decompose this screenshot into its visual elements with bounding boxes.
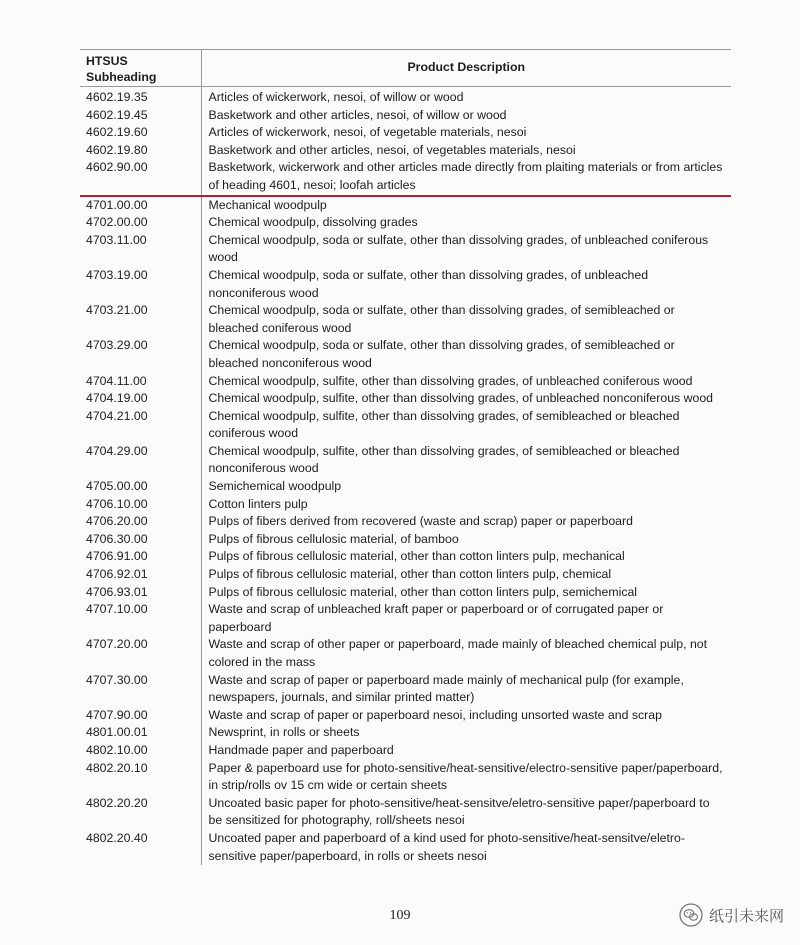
product-description: Pulps of fibrous cellulosic material, other than cotton linters pulp, mechanical	[208, 549, 625, 564]
tariff-table	[80, 49, 731, 865]
table-row	[80, 601, 731, 636]
product-description: Chemical woodpulp, soda or sulfate, other than dissolving grades, of unbleached nonconiferous wood	[208, 267, 649, 300]
table-row	[80, 548, 731, 566]
subheading-code: 4706.30.00	[80, 531, 201, 549]
subheading-code: 4802.10.00	[80, 742, 201, 760]
product-description: Pulps of fibrous cellulosic material, of bamboo	[208, 531, 459, 546]
subheading-code: 4706.20.00	[80, 513, 201, 531]
watermark-text: 纸引未来网	[708, 907, 784, 925]
product-description: Articles of wickerwork, nesoi, of vegetable materials, nesoi	[208, 125, 527, 140]
table-body	[80, 87, 731, 866]
product-description: Waste and scrap of unbleached kraft paper or paperboard or of corrugated paper or paperboard	[208, 602, 664, 634]
table-row	[80, 496, 731, 514]
code-column-header	[80, 50, 201, 87]
product-description: Waste and scrap of paper or paperboard made mainly of mechanical pulp (for example, newspapers, journals, and similar printed matter)	[208, 672, 684, 705]
product-description: Chemical woodpulp, sulfite, other than dissolving grades, of unbleached nonconiferous wood	[208, 391, 713, 406]
table-row	[80, 124, 731, 142]
subheading-code: 4703.21.00	[80, 302, 201, 337]
table-row	[80, 443, 731, 478]
product-description: Chemical woodpulp, soda or sulfate, other than dissolving grades, of semibleached or bleached nonconiferous wood	[208, 338, 675, 370]
table-row	[80, 795, 731, 830]
table-row	[80, 513, 731, 531]
subheading-code: 4802.20.20	[80, 795, 201, 830]
table-row	[80, 142, 731, 160]
subheading-code: 4602.19.45	[80, 107, 201, 125]
subheading-code: 4707.20.00	[80, 636, 201, 671]
subheading-code: 4703.29.00	[80, 337, 201, 372]
table-row	[80, 159, 731, 195]
table-row	[80, 390, 731, 408]
code-header-line-1: HTSUS	[86, 53, 128, 68]
product-description: Newsprint, in rolls or sheets	[208, 725, 360, 740]
subheading-code: 4602.90.00	[80, 159, 201, 195]
subheading-code: 4704.29.00	[80, 443, 201, 478]
product-description: Chemical woodpulp, soda or sulfate, other than dissolving grades, of semibleached or bleached coniferous wood	[208, 303, 675, 335]
product-description: Pulps of fibers derived from recovered (waste and scrap) paper or paperboard	[208, 514, 633, 529]
table-row	[80, 408, 731, 443]
subheading-code: 4703.11.00	[80, 232, 201, 267]
table-row	[80, 337, 731, 372]
watermark	[679, 902, 784, 928]
subheading-code: 4706.92.01	[80, 566, 201, 584]
table-row	[80, 214, 731, 232]
table-row	[80, 373, 731, 391]
wechat-icon	[679, 903, 703, 927]
product-description: Basketwork and other articles, nesoi, of willow or wood	[208, 107, 507, 122]
product-description: Basketwork, wickerwork and other articles made directly from plaiting materials or from articles of heading 4601, nesoi; loofah articles	[208, 160, 723, 192]
product-description: Semichemical woodpulp	[208, 479, 342, 494]
table-row	[80, 830, 731, 865]
subheading-code: 4707.10.00	[80, 601, 201, 636]
product-description: Pulps of fibrous cellulosic material, other than cotton linters pulp, semichemical	[208, 584, 638, 599]
table-row	[80, 302, 731, 337]
table-row	[80, 531, 731, 549]
table-row	[80, 672, 731, 707]
subheading-code: 4706.93.01	[80, 584, 201, 602]
table-row	[80, 584, 731, 602]
table-header-row	[80, 50, 731, 87]
subheading-code: 4602.19.35	[80, 87, 201, 107]
description-column-header: Product Description	[201, 50, 731, 87]
subheading-code: 4802.20.10	[80, 760, 201, 795]
product-description: Mechanical woodpulp	[201, 196, 731, 215]
code-header-line-2: Subheading	[86, 69, 157, 84]
subheading-code: 4706.91.00	[80, 548, 201, 566]
table-row	[80, 566, 731, 584]
product-description: Waste and scrap of paper or paperboard nesoi, including unsorted waste and scrap	[208, 707, 662, 722]
subheading-code: 4701.00.00	[80, 196, 201, 215]
table-row	[80, 760, 731, 795]
subheading-code: 4704.19.00	[80, 390, 201, 408]
table-row	[80, 107, 731, 125]
product-description: Waste and scrap of other paper or paperboard, made mainly of bleached chemical pulp, not colored in the mass	[208, 637, 708, 669]
subheading-code: 4602.19.60	[80, 124, 201, 142]
table-row	[80, 742, 731, 760]
product-description: Paper & paperboard use for photo-sensitive/heat-sensitive/electro-sensitive paper/paperboard, in strip/rolls ov 15 cm wide or certain sheets	[208, 760, 723, 793]
product-description: Basketwork and other articles, nesoi, of vegetables materials, nesoi	[208, 142, 576, 157]
product-description: Articles of wickerwork, nesoi, of willow or wood	[208, 90, 464, 104]
product-description: Uncoated paper and paperboard of a kind used for photo-sensitive/heat-sensitve/eletro-sensitive paper/paperboard, in rolls or sheets nesoi	[208, 830, 685, 863]
product-description: Uncoated basic paper for photo-sensitive/heat-sensitve/eletro-sensitive paper/paperboard to be sensitized for photography, roll/sheets nesoi	[208, 795, 710, 828]
table-row	[80, 636, 731, 671]
subheading-code: 4705.00.00	[80, 478, 201, 496]
table-row	[80, 232, 731, 267]
table-row	[80, 707, 731, 725]
subheading-code: 4602.19.80	[80, 142, 201, 160]
subheading-code: 4703.19.00	[80, 267, 201, 302]
subheading-code: 4802.20.40	[80, 830, 201, 865]
table-row	[80, 724, 731, 742]
product-description: Chemical woodpulp, sulfite, other than dissolving grades, of semibleached or bleached coniferous wood	[208, 408, 680, 441]
product-description: Handmade paper and paperboard	[208, 742, 394, 757]
product-description: Chemical woodpulp, sulfite, other than dissolving grades, of semibleached or bleached nonconiferous wood	[208, 443, 680, 476]
page-number: 109	[389, 908, 411, 923]
table-row	[80, 196, 731, 215]
subheading-code: 4707.90.00	[80, 707, 201, 725]
product-description: Chemical woodpulp, dissolving grades	[208, 215, 418, 230]
table-row	[80, 267, 731, 302]
subheading-code: 4707.30.00	[80, 672, 201, 707]
product-description: Cotton linters pulp	[208, 496, 308, 511]
subheading-code: 4704.11.00	[80, 373, 201, 391]
subheading-code: 4704.21.00	[80, 408, 201, 443]
table-row	[80, 87, 731, 107]
table-row	[80, 478, 731, 496]
product-description: Chemical woodpulp, sulfite, other than dissolving grades, of unbleached coniferous wood	[208, 373, 693, 388]
product-description: Pulps of fibrous cellulosic material, other than cotton linters pulp, chemical	[208, 567, 612, 582]
subheading-code: 4702.00.00	[80, 214, 201, 232]
subheading-code: 4706.10.00	[80, 496, 201, 514]
subheading-code: 4801.00.01	[80, 724, 201, 742]
product-description: Chemical woodpulp, soda or sulfate, other than dissolving grades, of unbleached coniferous wood	[208, 232, 709, 265]
